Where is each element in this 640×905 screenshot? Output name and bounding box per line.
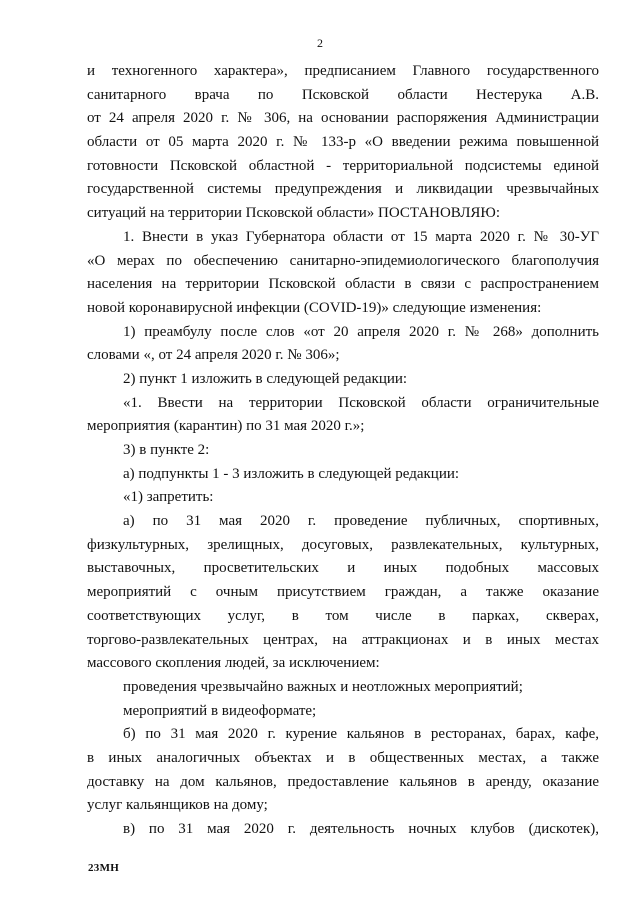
text-line: услуг кальянщиков на дому; <box>87 797 268 814</box>
text-line: физкультурных, зрелищных, досуговых, развлекательных, культурных, <box>87 536 599 553</box>
text-line: населения на территории Псковской области в связи с распространением <box>87 276 599 293</box>
text-line: государственной системы предупреждения и ликвидации чрезвычайных <box>87 181 599 198</box>
text-line: массового скопления людей, за исключением: <box>87 655 380 672</box>
text-line: области от 05 марта 2020 г. № 133-р «О введении режима повышенной <box>87 134 599 151</box>
text-line: б) по 31 мая 2020 г. курение кальянов в ресторанах, барах, кафе, <box>123 726 599 743</box>
text-line: соответствующих услуг, в том числе в парках, скверах, <box>87 607 599 624</box>
text-line: 1) преамбулу после слов «от 20 апреля 2020 г. № 268» дополнить <box>123 323 599 340</box>
text-line: «1) запретить: <box>123 489 214 506</box>
text-line: мероприятия (карантин) по 31 мая 2020 г.»; <box>87 418 365 435</box>
text-line: словами «, от 24 апреля 2020 г. № 306»; <box>87 347 340 364</box>
text-line: 1. Внести в указ Губернатора области от 15 марта 2020 г. № 30-УГ <box>123 228 599 245</box>
text-line: новой коронавирусной инфекции (COVID-19)» следующие изменения: <box>87 299 542 316</box>
text-line: 3) в пункте 2: <box>123 442 210 458</box>
text-line: выставочных, просветительских и иных подобных массовых <box>87 560 599 577</box>
text-line: в иных аналогичных объектах и в общественных местах, а также <box>87 749 599 766</box>
text-line: мероприятий в видеоформате; <box>123 702 317 719</box>
text-line: мероприятий с очным присутствием граждан, а также оказание <box>87 584 599 601</box>
text-line: доставку на дом кальянов, предоставление кальянов в аренду, оказание <box>87 773 599 790</box>
text-line: 2) пункт 1 изложить в следующей редакции: <box>123 370 408 387</box>
text-line: ситуаций на территории Псковской области» ПОСТАНОВЛЯЮ: <box>87 205 500 222</box>
text-line: а) по 31 мая 2020 г. проведение публичных, спортивных, <box>123 513 599 530</box>
document-code: 23МН <box>88 862 120 874</box>
text-line: а) подпункты 1 - 3 изложить в следующей редакции: <box>123 465 460 482</box>
text-line: проведения чрезвычайно важных и неотложных мероприятий; <box>123 678 523 695</box>
text-line: санитарного врача по Псковской области Нестерука А.В. <box>87 86 599 103</box>
text-line: готовности Псковской областной - территориальной подсистемы единой <box>87 157 599 174</box>
page-number: 2 <box>317 36 323 50</box>
text-line: торгово-развлекательных центрах, на аттракционах и в иных местах <box>87 631 599 648</box>
text-line: «О мерах по обеспечению санитарно-эпидемиологического благополучия <box>87 252 599 269</box>
document-body <box>87 60 599 842</box>
text-line: «1. Ввести на территории Псковской области ограничительные <box>123 394 599 411</box>
text-line: от 24 апреля 2020 г. № 306, на основании распоряжения Администрации <box>87 110 599 127</box>
text-line: в) по 31 мая 2020 г. деятельность ночных клубов (дискотек), <box>123 821 599 837</box>
text-line: и техногенного характера», предписанием Главного государственного <box>87 63 599 79</box>
